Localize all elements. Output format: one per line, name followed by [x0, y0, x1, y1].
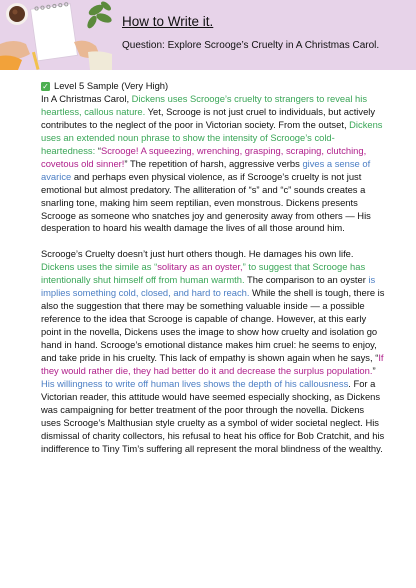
paragraph-2 — [41, 248, 386, 455]
text-run: The comparison to an oyster — [244, 274, 369, 286]
technique-highlight: ” to suggest that Scrooge has intentionally shut himself off from human warmth. — [41, 261, 366, 286]
quote-highlight: If they would rather die, they had better do it and decrease the surplus population. — [41, 351, 384, 376]
text-run: While the shell is tough, there is also the suggestion that there may be something valuable inside — a possible reference to the idea that Scrooge is capable of change. However, at this early point in the novella, Dickens uses the image to show how cruelty and isolation go hand in hand. Scrooge’s emotional distance makes him cruel: he seems to enjoy, and take pride in his cruelty. This lack of empathy is shown again when he says, “ — [41, 287, 385, 363]
page-title: How to Write it. — [122, 14, 214, 29]
text-run: ” The repetition of harsh, aggressive verbs — [124, 157, 303, 169]
text-run: Yet, Scrooge is not just cruel to individuals, but actively contributes to the neglect of the poor in Victorian society. From the outset, — [41, 105, 376, 130]
text-run: In A Christmas Carol, — [41, 92, 132, 104]
effect-highlight: gives a sense of avarice — [41, 157, 371, 182]
text-run: . For a Victorian reader, this attitude would have seemed especially shocking, as Dickens was campaigning for better treatment of the poor through the novella. Dickens uses Scrooge’s Malthusian style cruelty as a symbol of wider societal neglect. His dismissal of charity collectors, his refusal to heat his office for Bob Cratchit, and his indifference to Tiny Tim’s suffering all represent the moral blindness of the wealthy. — [41, 377, 385, 454]
quote-highlight: solitary as an oyster, — [157, 261, 243, 273]
question-text: Question: Explore Scrooge’s Cruelty in A Christmas Carol. — [122, 40, 380, 51]
technique-highlight: Dickens uses an extended noun phrase to show the intensity of Scrooge’s cold-heartedness: — [41, 118, 383, 156]
level-heading — [41, 80, 386, 93]
desk-decoration-icon — [0, 0, 112, 70]
text-run: “ — [95, 144, 101, 156]
quote-highlight: Scrooge! A squeezing, wrenching, grasping, scraping, clutching, covetous old sinner! — [41, 144, 367, 169]
header-banner — [0, 0, 416, 70]
text-run: and perhaps even physical violence, as if Scrooge’s cruelty is not just emotional but almost predatory. The alliteration of “s” and “c” sounds creates a snarling tone, making him seem reptilian, even monstrous. Dickens presents Scrooge as someone who snatches joy and generosity away from others — His desperation to hoard his wealth damage the lives of all those around him. — [41, 170, 371, 234]
technique-highlight: Dickens uses Scrooge’s cruelty to strangers to reveal his heartless, callous nature. — [41, 92, 368, 117]
paragraph-1 — [41, 93, 386, 235]
check-mark-icon: ✓ — [42, 81, 49, 91]
sample-answer — [41, 80, 386, 456]
effect-highlight: is implies something cold, closed, and hard to reach. — [41, 274, 376, 299]
effect-highlight: His willingness to write off human lives shows the depth of his callousness — [41, 377, 349, 389]
text-run: Scrooge’s Cruelty doesn’t just hurt others though. He damages his own life. — [41, 248, 354, 260]
level-label: Level 5 Sample (Very High) — [54, 80, 169, 91]
technique-highlight: Dickens uses the simile as “ — [41, 261, 158, 273]
text-run: ” — [372, 364, 376, 376]
